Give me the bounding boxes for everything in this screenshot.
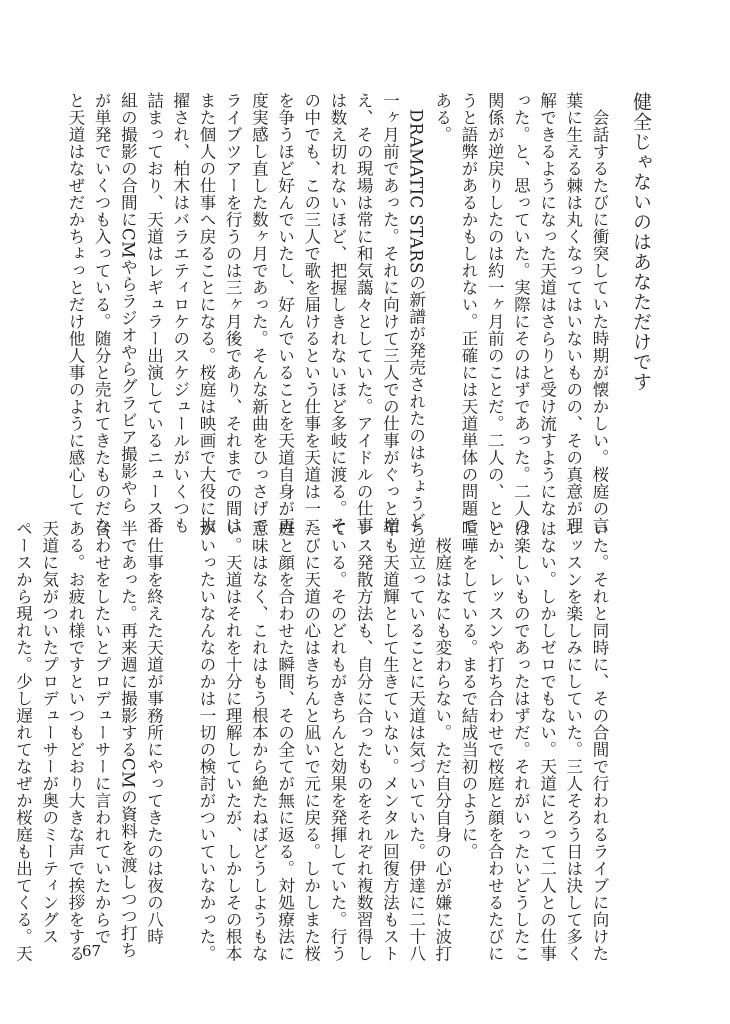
text-column: 葉に生える棘は丸くなってはいないものの、その真意が理 [563,92,583,534]
text-column: がいったいなんなのかは一切の検討がついていなかった。 [196,520,216,962]
text-column: 解できるようになった天道はさらりと受け流すようにな [537,92,557,517]
text-column [167,520,193,940]
text-column: はない。しかしゼロでもない。天道にとって二人との仕事 [537,520,557,962]
text-column: 度実感し直した数ヶ月であった。そんな新曲をひっさげて [249,92,269,534]
text-column: また個人の仕事へ戻ることになる。桜庭は映画で大役に抜 [196,92,216,534]
chapter-title: 健全じゃないのはあなただけです [630,92,652,392]
text-column: った。と、思っていた。実際にそのはずであった。二人の [511,92,531,534]
text-column: ある。 [432,92,452,143]
text-column: 年も天道輝として生きていない。メンタル回復方法もスト [380,520,400,962]
text-column: とか、レッスンや打ち合わせで桜庭と顔を合わせるたびに [485,520,505,962]
text-column: と天道はなぜだかちょっとだけ他人事のように感心して [65,92,85,517]
text-column: うと語弊があるかもしれない。正確には天道単体の問題で [458,92,478,534]
text-column: 天道に気がついたプロデューサーが奥のミーティングス [39,520,59,945]
text-column: 詰まっており、天道はレギュラー出演しているニュース番 [144,92,164,534]
text-column: ライブツアーを行うのは三ヶ月後であり、それまでの間は [223,92,243,534]
text-column: DRAMATIC STARSの新譜が発売されたのはちょうど [406,92,426,529]
text-column: 関係が逆戻りしたのは約一ヶ月前のことだ。二人の、とい [485,92,505,534]
text-column: い。天道はそれを十分に理解していたが、しかしその根本 [223,520,243,962]
text-column: 庭と顔を合わせた瞬間、その全てが無に返る。対処療法に [275,520,295,962]
text-column: ある。お疲れ様ですといつもどおり大きな声で挨拶をする [65,520,85,962]
text-column: レッスンを楽しみにしていた。三人そろう日は決して多く [563,520,583,962]
text-column: 喧嘩をしている。まるで結成当初のように。 [458,520,478,860]
upper-text-block [62,92,612,551]
text-column: いた。それと同時に、その合間で行われるライブに向けた [590,520,609,962]
text-column: 組の撮影の合間にCMやらラジオやらグラビア撮影やら [118,92,138,514]
text-column: ペースから現れた。少し遅れてなぜか桜庭も出てくる。天 [13,520,33,962]
text-column: ている。そのどれもがきちんと効果を発揮していた。行う [327,520,347,962]
text-column: の中でも、この三人で歌を届けるという仕事を天道は一二 [301,92,321,534]
text-column: 合わせをしたいとプロデューサーに言われていたからで [92,520,112,945]
text-column: は楽しいものであったはずだ。それがいったいどうしたこ [511,520,531,962]
text-column: 意味はなく、これはもう根本から絶たねばどうしようもな [249,520,269,962]
text-column: 一ヶ月前であった。それに向けて三人での仕事がぐっと増 [380,92,400,534]
text-column: 仕事を終えた天道が事務所にやってきたのは夜の八時 [144,520,164,945]
text-column: ち逆立っていることに天道は気づいていた。伊達に二十八 [406,520,426,962]
text-column: 会話するたびに衝突していた時期が懐かしい。桜庭の言 [590,92,609,534]
text-column: を争うほど好んでいたし、好んでいることを天道自身が再 [275,92,295,534]
text-column: レス発散方法も、自分に合ったものをそれぞれ複数習得し [354,520,374,962]
page-number: 67 [82,942,102,960]
text-column: 桜庭はなにも変わらない。ただ自分自身の心が嫌に波打 [432,520,452,962]
text-column: は数え切れないほど、把握しきれないほど多岐に渡る。そ [327,92,347,534]
text-column: 擢され、柏木はバラエティロケのスケジュールがいくつも [170,92,190,534]
text-column: が単発でいくつも入っている。随分と売れてきたものだな、 [92,92,112,551]
text-column: 半であった。再来週に撮影するCMの資料を渡しつつ打ち [118,520,138,959]
text-column: たびに天道の心はきちんと凪いで元に戻る。しかしまた桜 [301,520,321,962]
text-column: え、その現場は常に和気藹々としていた。アイドルの仕事 [354,92,374,534]
